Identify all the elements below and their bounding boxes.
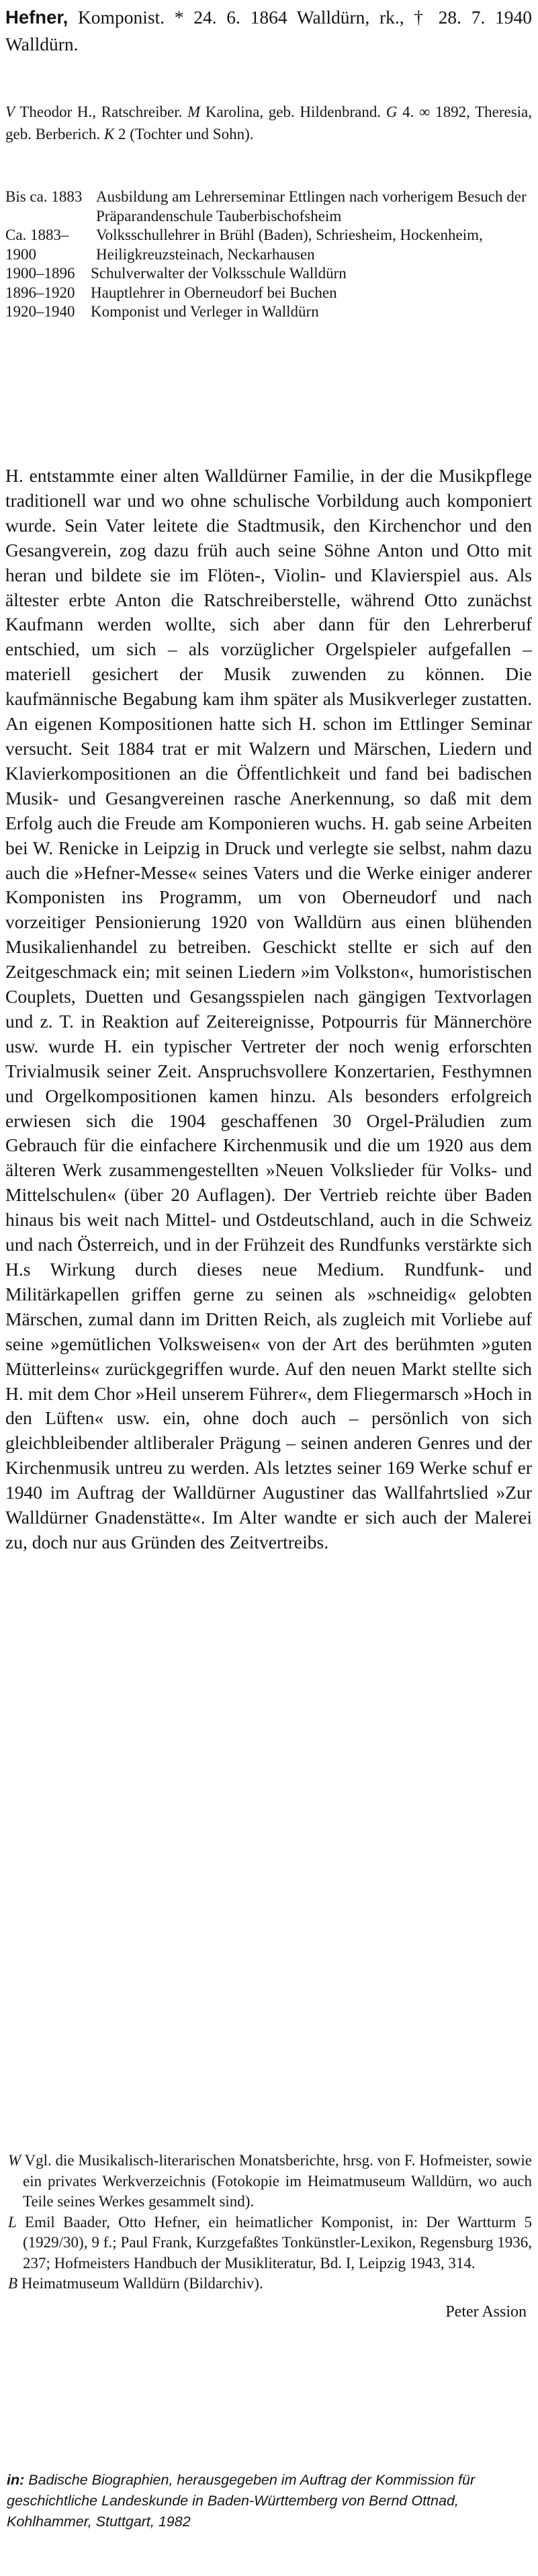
career-description: Volksschullehrer in Brühl (Baden), Schriesheim, Hockenheim, Heiligkreuzsteinach, Neckarhausen <box>96 226 483 263</box>
family-label-siblings: G <box>386 103 398 120</box>
reference-images <box>5 2274 532 2294</box>
family-label-mother: M <box>187 103 201 120</box>
reference-text: Heimatmuseum Walldürn (Bildarchiv). <box>21 2275 263 2292</box>
career-date: 1900–1896 <box>5 265 75 282</box>
entry-death: † 28. 7. 1940 Walldürn. <box>5 7 533 54</box>
family-label-children: K <box>103 125 115 142</box>
career-row <box>5 188 532 226</box>
author-name: Peter Assion <box>445 2302 527 2321</box>
family-children: 2 (Tochter und Sohn). <box>114 125 254 142</box>
family-father: Theodor H., Ratschreiber. <box>15 103 188 120</box>
career-description: Schulverwalter der Volksschule Walldürn <box>91 265 347 282</box>
reference-tag: W <box>8 2152 21 2169</box>
career-row <box>5 264 532 284</box>
family-spouse: 1892, Theresia, geb. Berberich. <box>5 103 532 142</box>
career-description: Hauptlehrer in Oberneudorf bei Buchen <box>91 284 337 301</box>
career-row <box>5 302 532 322</box>
family-section <box>5 101 532 145</box>
career-description: Komponist und Verleger in Walldürn <box>91 303 319 320</box>
family-label-father: V <box>5 103 15 120</box>
source-text: Badische Biographien, herausgegeben im Auftrag der Kommission für geschichtliche Landeskunde in Baden-Württemberg von Bernd Ottnad, Kohlhammer, Stuttgart, 1982 <box>7 2472 476 2530</box>
reference-text: Vgl. die Musikalisch-literarischen Monatsberichte, hrsg. von F. Hofmeister, sowie ein privates Werkverzeichnis (Fotokopie im Heimatmuseum Walldürn, wo auch Teile seines Werkes gesammelt sind). <box>23 2152 532 2210</box>
career-date: 1920–1940 <box>5 303 75 320</box>
family-siblings: 4. <box>397 103 419 120</box>
reference-literature <box>5 2212 532 2274</box>
career-description: Ausbildung am Lehrerseminar Ettlingen nach vorherigem Besuch der Präparandenschule Tauberbischofsheim <box>96 188 527 224</box>
entry-profession: Komponist. <box>77 7 165 28</box>
career-date: 1896–1920 <box>5 284 75 301</box>
career-date: Bis ca. 1883 <box>5 188 83 205</box>
career-list <box>5 188 532 322</box>
source-prefix: in: <box>7 2472 25 2488</box>
source-citation <box>7 2470 517 2532</box>
entry-surname: Hefner, <box>5 7 69 28</box>
career-row <box>5 284 532 303</box>
reference-tag: B <box>8 2275 18 2292</box>
marriage-icon: ∞ <box>419 103 431 120</box>
reference-tag: L <box>8 2213 17 2231</box>
reference-works <box>5 2151 532 2212</box>
career-row <box>5 226 532 264</box>
family-mother: Karolina, geb. Hildenbrand. <box>200 103 386 120</box>
entry-header <box>5 4 532 58</box>
entry-birth: * 24. 6. 1864 Walldürn, rk., <box>174 7 404 28</box>
reference-text: Emil Baader, Otto Hefner, ein heimatlicher Komponist, in: Der Wartturm 5 (1929/30), 9 f.; Paul Frank, Kurzgefaßtes Tonkünstler-Lexikon, Regensburg 1936, 237; Hofmeisters Handbuch der Musikliteratur, Bd. I, Leipzig 1943, 314. <box>23 2213 533 2272</box>
references-section <box>5 2151 532 2322</box>
career-date: Ca. 1883–1900 <box>5 226 69 263</box>
biography-text: H. entstammte einer alten Walldürner Familie, in der die Musikpflege traditionell war und wo ohne schulische Vorbildung auch komponiert wurde. Sein Vater leitete die Stadtmusik, den Kirchenchor und den Gesangverein, zog dazu früh auch seine Söhne Anton und Otto mit heran und bildete sie im Flöten-, Violin- und Klavierspiel aus. Als ältester erbte Anton die Ratschreiberstelle, während Otto zunächst Kaufmann werden wollte, sich aber dann für den Lehrerberuf entschied, um sich – als vorzüglicher Orgelspieler aufgefallen – materiell gesichert der Musik zuwenden zu können. Die kaufmännische Begabung kam ihm später als Musikverleger zustatten. An eigenen Kompositionen hatte sich H. schon im Ettlinger Seminar versucht. Seit 1884 trat er mit Walzern und Märschen, Liedern und Klavierkompositionen an die Öffentlichkeit und fand bei badischen Musik- und Gesangvereinen rasche Anerkennung, so daß mit dem Erfolg auch die Freude am Komponieren wuchs. H. gab seine Arbeiten bei W. Renicke in Leipzig in Druck und verlegte sie selbst, nahm dazu auch die »Hefner-Messe« seines Vaters und die Werke einiger anderer Komponisten ins Programm, um von Oberneudorf und nach vorzeitiger Pensionierung 1920 von Walldürn aus einen blühenden Musikalienhandel zu betreiben. Geschickt stellte er sich auf den Zeitgeschmack ein; mit seinen Liedern »im Volkston«, humoristischen Couplets, Duetten und Gesangsspielen nach gängigen Textvorlagen und z. T. in Reaktion auf Zeitereignisse, Potpourris für Männerchöre usw. wurde H. ein typischer Vertreter der noch wenig erforschten Trivialmusik seiner Zeit. Anspruchsvollere Konzertarien, Festhymnen und Orgelkompositionen kamen hinzu. Als besonders erfolgreich erwiesen sich die 1904 geschaffenen 30 Orgel-Präludien zum Gebrauch für die einfachere Kirchenmusik und die um 1920 aus dem älteren Werk zusammengestellten »Neuen Volkslieder für Volks- und Mittelschulen« (über 20 Auflagen). Der Vertrieb reichte über Baden hinaus bis weit nach Mittel- und Ostdeutschland, auch in die Schweiz und nach Österreich, und in der Frühzeit des Rundfunks verstärkte sich H.s Wirkung durch dieses neue Medium. Rundfunk- und Militärkapellen griffen gerne zu seinen als »schneidig« gelobten Märschen, zumal dann im Dritten Reich, als zugleich mit Vorliebe auf seine »gemütlichen Volksweisen« von der Art des berühmten »guten Mütterleins« zurückgegriffen wurde. Auf den neuen Markt stellte sich H. mit dem Chor »Heil unserem Führer«, dem Fliegermarsch »Hoch in den Lüften« usw. ein, ohne doch auch – persönlich von sich gleichbleibender altliberaler Prägung – seinen anderen Genres und der Kirchenmusik untreu zu werden. Als letztes seiner 169 Werke schuf er 1940 im Auftrag der Walldürner Augustiner das Wallfahrtslied »Zur Walldürner Gnadenstätte«. Im Alter wandte er sich auch der Malerei zu, doch nur aus Gründen des Zeitvertreibs. <box>5 465 532 1552</box>
